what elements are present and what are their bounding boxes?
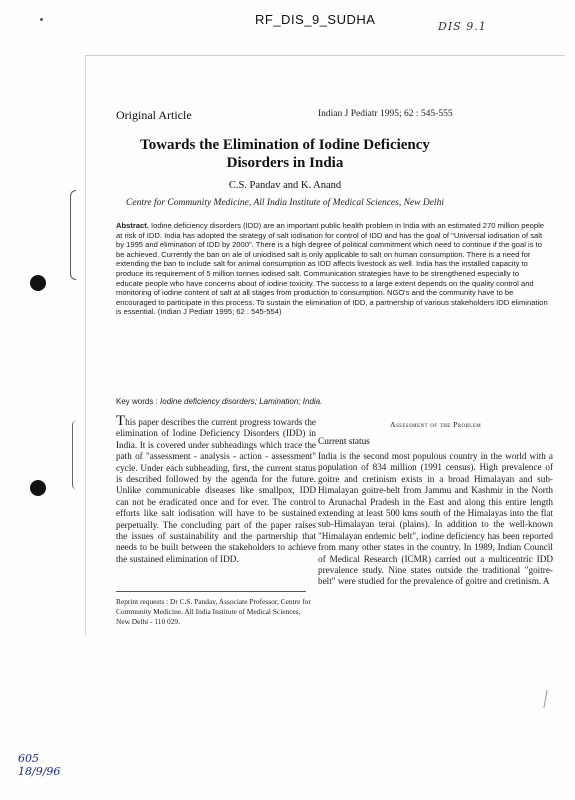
margin-bracket-mark (72, 420, 78, 490)
keywords-values: Iodine deficiency disorders; Lamination; India. (160, 397, 323, 406)
keywords (116, 397, 548, 406)
handwritten-note-line-2: 18/9/96 (18, 765, 61, 778)
body-right-column (318, 416, 553, 588)
handwritten-note-line-1: 605 (18, 752, 39, 765)
abstract-text: Iodine deficiency disorders (IDD) are an important public health problem in India with an estimated 270 million people at risk of IDD. India has adopted the strategy of salt iodisation for control of IDD and has the goal of "Universal iodisation of salt by 1995 and elimination of IDD by 2000". There is a high degree of political commitment which need to continue if the goal is to be achieved. Currently the ban on ale of uniodised salt is only applicable to salt on human consumption. There is a need for extending the ban to include salt for animal consumption as IDD affects livestock as well. India has the installed capacity to produce its requirement of 5 million tonnes iodised salt. Communication strategies have to be strengthened especially to educate people who have concerns about of iodine toxicity. The success to a large extent depends on the quality control and monitoring of iodine content of salt at all stages from production to consumption. NGO's and the community have to be encouraged to participate in this process. To sustain the elimination of IDD, a partnership of various stakeholders IDD elimination is essential. (Indian J Pediatr 1995; 62 : 545-554) (116, 221, 548, 317)
margin-bracket-mark (70, 190, 76, 280)
reprint-footnote: Reprint requests : Dr C.S. Pandav, Associate Professor, Centre for Community Medicine, All India Institute of Medical Sciences, New Delhi - 110 029. (116, 597, 311, 626)
punch-hole (30, 480, 46, 496)
scan-edge-left (85, 55, 86, 635)
handwritten-note (18, 752, 60, 778)
abstract-label: Abstract. (116, 221, 149, 230)
document-code: RF_DIS_9_SUDHA (255, 12, 376, 27)
body-left-column (116, 413, 316, 565)
subsection-heading: Current status (318, 437, 370, 447)
handwritten-code: DIS 9.1 (438, 20, 487, 33)
affiliation: Centre for Community Medicine, All India Institute of Medical Sciences, New Delhi (126, 198, 444, 208)
article-type: Original Article (116, 108, 192, 122)
section-heading: Assessment of the Problem (389, 420, 482, 429)
keywords-label: Key words : (116, 397, 158, 406)
authors: C.S. Pandav and K. Anand (228, 180, 342, 191)
footnote-divider (116, 591, 306, 592)
article-title (100, 136, 470, 172)
title-line-2: Disorders in India (226, 155, 344, 171)
scan-edge-top (85, 55, 565, 56)
pen-mark (543, 690, 547, 708)
journal-reference: Indian J Pediatr 1995; 62 : 545-555 (318, 109, 453, 119)
left-column-text: his paper describes the current progress towards the elimination of Iodine Deficiency Disorders (IDD) in India. It is covered under subheadings which trace the path of "assessment - analysis - action - assessment" cycle. Under each subheading, first, the current status is described followed by the agenda for the future. Unlike communicable diseases like smallpox, IDD can not be eradicated once and for ever. The control efforts like salt iodisation will have to be sustained perpetually. The concluding part of the paper raises the issues of sustainability and the partnership that needs to be built between the stakeholders to achieve the sustained elimination of IDD. (116, 417, 316, 564)
drop-cap: T (116, 413, 126, 429)
abstract (116, 221, 548, 317)
title-line-1: Towards the Elimination of Iodine Deficiency (140, 137, 430, 153)
right-column-text: India is the second most populous country in the world with a population of 834 million (1991 census). High prevalence of goitre and cretinism exists in a broad Himalayan and sub-Himalayan goitre-belt from Jammu and Kashmir in the North to Arunachal Pradesh in the East and along this entire length extending at least 500 kms south of the Himalayas into the flat sub-Himalayan terai (plains). In addition to the well-known "Himalayan endemic belt", iodine deficiency has been reported from many other states in the country. In 1989, Indian Council of Medical Research (ICMR) carried out a multicentric IDD prevalence study. Nine states outside the traditional "goitre-belt" were studied for the prevalence of goitre and cretinism. A (318, 451, 553, 587)
punch-hole (30, 275, 46, 291)
scan-artifact (40, 18, 43, 21)
